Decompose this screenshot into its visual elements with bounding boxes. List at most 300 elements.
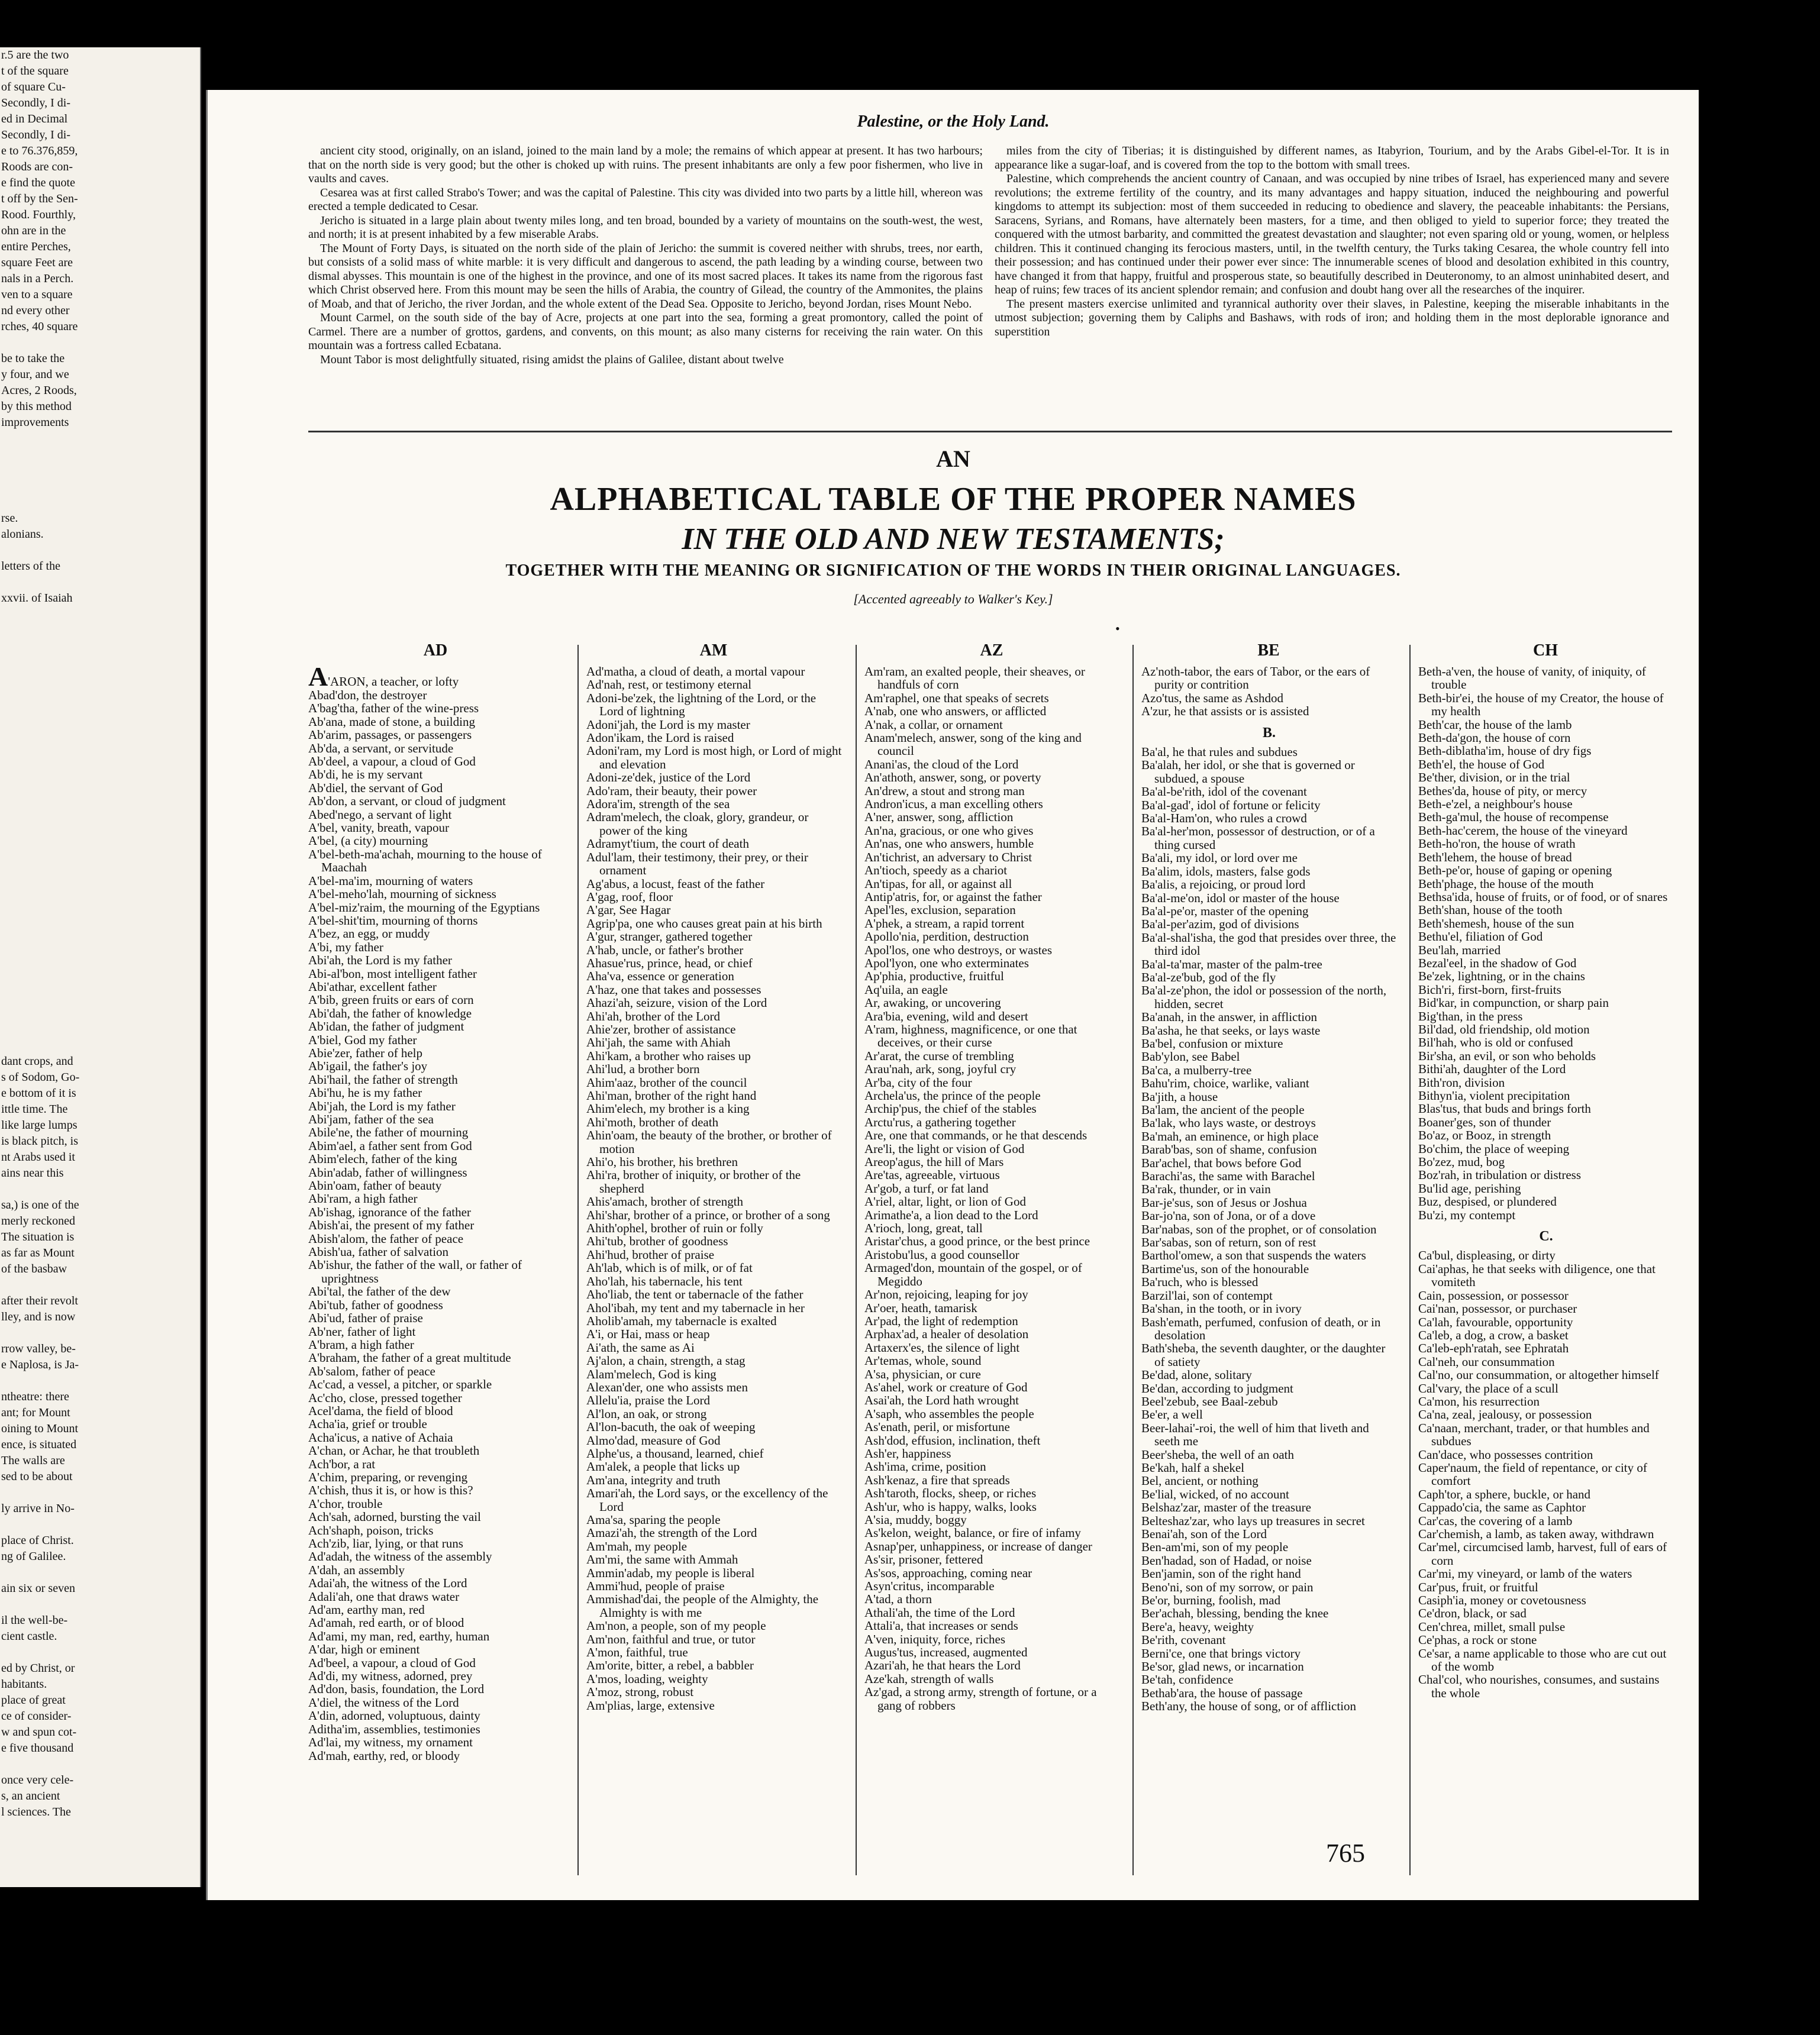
name-entry: Bath'sheba, the seventh daughter, or the daughter of satiety [1141, 1341, 1386, 1369]
names-column [1141, 665, 1397, 1713]
name-entry: Be'rith, covenant [1141, 1633, 1226, 1648]
name-entry: Bu'lid age, perishing [1418, 1181, 1521, 1196]
name-entry: Abi-al'bon, most intelligent father [308, 966, 477, 981]
name-entry: A'hab, uncle, or father's brother [586, 942, 744, 957]
name-entry: A'ner, answer, song, affliction [864, 810, 1014, 825]
name-entry: Ad'don, basis, foundation, the Lord [308, 1682, 485, 1697]
name-entry: A'moz, strong, robust [586, 1685, 694, 1700]
name-entry: Ap'phia, productive, fruitful [864, 969, 1004, 984]
fragment-line: r.5 are the two [1, 49, 69, 62]
name-entry: Ahi'kam, a brother who raises up [586, 1048, 751, 1063]
name-entry: Bartime'us, son of the honourable [1141, 1261, 1309, 1276]
fragment-line: place of great [1, 1694, 66, 1707]
name-entry: Bab'ylon, see Babel [1141, 1049, 1240, 1064]
name-entry: Barachi'as, the same with Barachel [1141, 1169, 1315, 1184]
name-entry: Bar'nabas, son of the prophet, or of consolation [1141, 1222, 1377, 1236]
name-entry: Apol'los, one who destroys, or wastes [864, 942, 1052, 957]
name-entry: Ahi'lud, a brother born [586, 1062, 700, 1077]
fragment-line: alonians. [1, 528, 44, 541]
column-rule [1409, 645, 1411, 1875]
fragment-line: ly arrive in No- [1, 1502, 75, 1515]
name-entry: Ai'ath, the same as Ai [586, 1340, 695, 1355]
fragment-line: letters of the [1, 560, 60, 573]
name-entry: Am'mah, my people [586, 1539, 687, 1553]
name-entry: Ab'idan, the father of judgment [308, 1019, 464, 1034]
name-entry: Abish'alom, the father of peace [308, 1231, 464, 1246]
name-entry: Are'li, the light or vision of God [864, 1141, 1025, 1156]
name-entry: Beth'shemesh, house of the sun [1418, 916, 1574, 931]
name-entry: Barab'bas, son of shame, confusion [1141, 1142, 1317, 1157]
name-entry: Bil'hah, who is old or confused [1418, 1035, 1573, 1050]
name-entry: Ammin'adab, my people is liberal [586, 1565, 755, 1580]
name-entry: Ba'ruch, who is blessed [1141, 1275, 1258, 1290]
name-entry: Cal'no, our consummation, or altogether himself [1418, 1368, 1659, 1382]
name-entry: Ba'alis, a rejoicing, or proud lord [1141, 877, 1306, 892]
name-entry: Ash'er, happiness [864, 1446, 951, 1461]
name-entry: Ca'bul, displeasing, or dirty [1418, 1248, 1556, 1263]
name-entry: Asnap'per, unhappiness, or increase of danger [864, 1539, 1092, 1553]
name-entry: Abi'athar, excellent father [308, 979, 437, 994]
name-entry: Cal'neh, our consummation [1418, 1354, 1555, 1369]
fragment-line: after their revolt [1, 1294, 78, 1307]
name-entry: A'sa, physician, or cure [864, 1367, 981, 1381]
name-entry: Archip'pus, the chief of the stables [864, 1102, 1037, 1116]
name-entry: Ahazi'ah, seizure, vision of the Lord [586, 996, 767, 1010]
name-entry: Car'pus, fruit, or fruitful [1418, 1579, 1538, 1594]
fragment-line: of the basbaw [1, 1262, 67, 1275]
name-entry: A'riel, altar, light, or lion of God [864, 1194, 1026, 1209]
name-entry: Ahim'aaz, brother of the council [586, 1075, 747, 1090]
name-entry: Car'mi, my vineyard, or lamb of the waters [1418, 1566, 1632, 1581]
name-entry: A'bel-shit'tim, mourning of thorns [308, 913, 478, 928]
fragment-line [0, 1038, 200, 1054]
fragment-line: dant crops, and [1, 1055, 73, 1068]
fragment-line [0, 431, 200, 447]
fragment-line: ed in Decimal [1, 112, 68, 125]
names-column [308, 661, 564, 1763]
fragment-line [0, 766, 200, 782]
fragment-line [0, 1485, 200, 1501]
name-entry: Am'raphel, one that speaks of secrets [864, 690, 1049, 705]
name-entry: Casiph'ia, money or covetousness [1418, 1593, 1586, 1608]
paragraph: Mount Carmel, on the south side of the bay of Acre, projects at one part into the sea, forming a great promontory, called the point of Carmel. There are a number of grottos, gardens, and convents, on this mount; as also many cisterns for receiving the rain water. On this mountain was a fortress called Ecbatana. [308, 311, 983, 352]
name-entry: Ad'amah, red earth, or of blood [308, 1616, 464, 1630]
name-entry: Ach'sah, adorned, bursting the vail [308, 1510, 481, 1524]
name-entry: Cappado'cia, the same as Caphtor [1418, 1500, 1586, 1515]
section-letter: C. [1539, 1229, 1553, 1245]
name-entry: Augus'tus, increased, augmented [864, 1645, 1028, 1660]
name-entry: Anam'melech, answer, song of the king and council [864, 731, 1082, 758]
name-entry: Azari'ah, he that hears the Lord [864, 1658, 1021, 1673]
name-entry: Antip'atris, for, or against the father [864, 889, 1042, 904]
name-entry: Bu'zi, my contempt [1418, 1207, 1516, 1222]
name-entry: Ba'alah, her idol, or she that is governed or subdued, a spouse [1141, 758, 1355, 786]
name-entry: A'dar, high or eminent [308, 1642, 420, 1657]
name-entry: Arphax'ad, a healer of desolation [864, 1327, 1029, 1342]
name-entry: Ba'al-Ham'on, who rules a crowd [1141, 811, 1307, 826]
name-entry: Ahi'man, brother of the right hand [586, 1088, 757, 1103]
name-entry: Archela'us, the prince of the people [864, 1088, 1041, 1103]
name-entry: A'dah, an assembly [308, 1562, 405, 1577]
name-entry: An'tichrist, an adversary to Christ [864, 849, 1032, 864]
name-entry: Acha'ia, grief or trouble [308, 1417, 427, 1432]
fragment-line: The walls are [1, 1454, 65, 1467]
name-entry: Cai'aphas, he that seeks with diligence, one that vomiteth [1418, 1261, 1656, 1290]
name-entry: Ahi'o, his brother, his brethren [586, 1155, 738, 1170]
name-entry: Ad'nah, rest, or testimony eternal [586, 677, 752, 692]
name-entry: Ba'alim, idols, masters, false gods [1141, 864, 1311, 878]
name-entry: Ba'al-ze'phon, the idol or possession of the north, hidden, secret [1141, 983, 1387, 1011]
name-entry: Ab'arim, passages, or passengers [308, 728, 472, 742]
fragment-line [0, 862, 200, 878]
name-entry: Bir'sha, an evil, or son who beholds [1418, 1048, 1596, 1063]
name-entry: Abi'jam, father of the sea [308, 1112, 434, 1126]
name-entry: Az'noth-tabor, the ears of Tabor, or the ears of purity or contrition [1141, 664, 1370, 692]
fragment-line [0, 1517, 200, 1533]
name-entry: Areop'agus, the hill of Mars [864, 1155, 1004, 1170]
fragment-line [0, 654, 200, 670]
fragment-line: be to take the [1, 352, 65, 365]
fragment-line: nt Arabs used it [1, 1151, 75, 1164]
table-title: ALPHABETICAL TABLE OF THE PROPER NAMES [550, 481, 1357, 518]
fragment-line [0, 1022, 200, 1038]
fragment-line [0, 447, 200, 463]
name-entry: Beno'ni, son of my sorrow, or pain [1141, 1579, 1314, 1594]
fragment-line: merly reckoned [1, 1214, 75, 1228]
name-entry: Adoni'ram, my Lord is most high, or Lord of might and elevation [586, 744, 842, 771]
fragment-line: habitants. [1, 1678, 47, 1691]
name-entry: Ba'al-me'on, idol or master of the house [1141, 890, 1340, 905]
name-entry: A'bel-beth-ma'achah, mourning to the house of Maachah [308, 847, 542, 875]
fragment-line: lley, and is now [1, 1310, 76, 1323]
name-entry: Ab'don, a servant, or cloud of judgment [308, 794, 506, 809]
name-entry: Az'gad, a strong army, strength of fortune, or a gang of robbers [864, 1685, 1097, 1713]
fragment-line [0, 1006, 200, 1022]
name-entry: Ben'jamin, son of the right hand [1141, 1566, 1301, 1581]
fragment-line: s of Sodom, Go- [1, 1071, 80, 1084]
name-entry: Bo'az, or Booz, in strength [1418, 1128, 1551, 1143]
fragment-line [0, 910, 200, 926]
name-entry: A'chan, or Achar, he that troubleth [308, 1443, 480, 1458]
name-entry: Ba'al-pe'or, master of the opening [1141, 903, 1309, 918]
name-entry: Am'alek, a people that licks up [586, 1459, 740, 1474]
fragment-line [0, 686, 200, 702]
name-entry: Aho'liab, the tent or tabernacle of the father [586, 1287, 803, 1302]
column-head: AZ [980, 641, 1003, 660]
name-entry: Adram'melech, the cloak, glory, grandeur, or power of the king [586, 810, 809, 838]
name-entry: Beu'lah, married [1418, 942, 1501, 957]
name-entry: Ba'asha, he that seeks, or lays waste [1141, 1023, 1321, 1038]
name-entry: Abi'tal, the father of the dew [308, 1284, 451, 1299]
name-entry [308, 661, 564, 692]
fragment-line [0, 606, 200, 622]
column-rule [1132, 645, 1134, 1875]
name-entry: Ca'naan, merchant, trader, or that humbles and subdues [1418, 1420, 1650, 1449]
name-entry: Almo'dad, measure of God [586, 1433, 721, 1448]
name-entry: Am'non, a people, son of my people [586, 1619, 766, 1633]
name-entry: Ba'mah, an eminence, or high place [1141, 1129, 1319, 1144]
name-entry: Berni'ce, one that brings victory [1141, 1646, 1301, 1661]
fragment-line [0, 542, 200, 558]
name-entry: Ab'ana, made of stone, a building [308, 714, 475, 729]
name-entry: Ba'al-be'rith, idol of the covenant [1141, 784, 1307, 799]
table-subtitle: IN THE OLD AND NEW TESTAMENTS; [682, 522, 1225, 556]
paragraph: ancient city stood, originally, on an island, joined to the main land by a mole; the remains of which appear at present. It has two harbours; that on the north side is very good; but the other is choked up with ruins. The present inhabitants are only a few poor fishermen, who live in vaults and caves. [308, 144, 983, 185]
name-entry: Ammishad'dai, the people of the Almighty, the Almighty is with me [586, 1592, 819, 1620]
fragment-line: e five thousand [1, 1742, 74, 1755]
name-entry: A'bi, my father [308, 939, 383, 954]
name-entry: Ba'al-shal'isha, the god that presides over three, the third idol [1141, 930, 1396, 958]
fragment-line [0, 974, 200, 990]
name-entry: A'ram, highness, magnificence, or one that deceives, or their curse [864, 1022, 1077, 1050]
name-entry: An'nas, one who answers, humble [864, 836, 1034, 851]
fragment-line [0, 782, 200, 798]
top-text-left-column [308, 144, 983, 367]
fragment-line: ittle time. The [1, 1103, 68, 1116]
fragment-line [0, 463, 200, 479]
name-entry: Ad'matha, a cloud of death, a mortal vapour [586, 664, 805, 679]
paragraph: miles from the city of Tiberias; it is distinguished by different names, as Itabyrion, Tourium, and by the Arabs Gibel-el-Tor. It is in appearance like a sugar-loaf, and is covered from the top to the bottom with small trees. [995, 144, 1669, 172]
name-entry: A'rioch, long, great, tall [864, 1221, 983, 1236]
name-entry: As'kelon, weight, balance, or fire of infamy [864, 1526, 1081, 1540]
fragment-line: ence, is situated [1, 1438, 77, 1451]
name-entry: Ahasue'rus, prince, head, or chief [586, 955, 753, 970]
fragment-line [0, 622, 200, 638]
name-entry: Beth'el, the house of God [1418, 757, 1545, 771]
name-entry: A'bez, an egg, or muddy [308, 926, 430, 941]
name-entry: Abin'oam, father of beauty [308, 1178, 442, 1193]
name-entry: Be'sor, glad news, or incarnation [1141, 1659, 1304, 1674]
fragment-line: ed by Christ, or [1, 1662, 75, 1675]
name-entry: A'chish, thus it is, or how is this? [308, 1483, 473, 1498]
name-entry: Bahu'rim, choice, warlike, valiant [1141, 1076, 1309, 1091]
name-entry: Ad'adah, the witness of the assembly [308, 1549, 492, 1564]
name-entry: Bo'chim, the place of weeping [1418, 1141, 1570, 1156]
name-entry: Abi'ram, a high father [308, 1191, 418, 1206]
name-entry: Arctu'rus, a gathering together [864, 1115, 1016, 1129]
name-entry: Abish'ua, father of salvation [308, 1245, 449, 1259]
section-letter: B. [1262, 725, 1276, 741]
name-entry: Ar'non, rejoicing, leaping for joy [864, 1287, 1028, 1302]
name-entry: Boz'rah, in tribulation or distress [1418, 1168, 1581, 1183]
name-entry: Beth-a'ven, the house of vanity, of iniquity, of trouble [1418, 664, 1646, 692]
fragment-line [0, 1565, 200, 1581]
name-entry: Ara'bia, evening, wild and desert [864, 1009, 1028, 1023]
name-entry: Apel'les, exclusion, separation [864, 903, 1016, 918]
fragment-line: square Feet are [1, 256, 73, 269]
name-entry: Bethsa'ida, house of fruits, or of food, or of snares [1418, 889, 1668, 904]
name-entry: Adul'lam, their testimony, their prey, or their ornament [586, 849, 808, 878]
fragment-line: ven to a square [1, 288, 73, 301]
fragment-line [0, 479, 200, 495]
name-entry: Ba'bel, confusion or mixture [1141, 1036, 1283, 1051]
name-entry: Ce'sar, a name applicable to those who are cut out of the womb [1418, 1646, 1667, 1674]
fragment-line: once very cele- [1, 1774, 74, 1787]
name-entry: A'din, adorned, voluptuous, dainty [308, 1708, 480, 1723]
name-entry: Aq'uila, an eagle [864, 982, 948, 997]
name-entry: A'diel, the witness of the Lord [308, 1695, 459, 1710]
column-head: CH [1533, 641, 1558, 660]
name-entry: Ad'beel, a vapour, a cloud of God [308, 1655, 476, 1670]
name-entry: Beth-hac'cerem, the house of the vineyard [1418, 823, 1628, 838]
name-entry: Adali'ah, one that draws water [308, 1589, 460, 1604]
fragment-line [0, 335, 200, 351]
name-entry: Apol'lyon, one who exterminates [864, 955, 1029, 970]
name-entry: As'sir, prisoner, fettered [864, 1552, 983, 1567]
name-entry: A'nab, one who answers, or afflicted [864, 704, 1047, 719]
name-entry: Ad'di, my witness, adorned, prey [308, 1669, 473, 1684]
running-head: Palestine, or the Holy Land. [857, 112, 1050, 131]
name-entry: Bethu'el, filiation of God [1418, 929, 1543, 944]
fragment-line: ohn are in the [1, 224, 66, 237]
name-entry: Aho'lah, his tabernacle, his tent [586, 1274, 743, 1288]
fragment-line: sed to be about [1, 1470, 73, 1483]
name-entry: Beth-diblatha'im, house of dry figs [1418, 744, 1592, 758]
fragment-line [0, 830, 200, 846]
name-entry: Armaged'don, mountain of the gospel, or of Megiddo [864, 1261, 1082, 1288]
name-entry: Beth'any, the house of song, or of affliction [1141, 1699, 1357, 1714]
name-entry: Bethes'da, house of pity, or mercy [1418, 783, 1587, 798]
fragment-line: ce of consider- [1, 1710, 72, 1723]
name-entry: Ash'ima, crime, position [864, 1459, 986, 1474]
name-entry: Amari'ah, the Lord says, or the excellency of the Lord [586, 1486, 828, 1514]
name-entry: Attali'a, that increases or sends [864, 1619, 1018, 1633]
name-entry: Am'mi, the same with Ammah [586, 1552, 738, 1567]
name-entry: Al'lon-bacuth, the oak of weeping [586, 1420, 756, 1435]
name-entry: Ba'jith, a house [1141, 1089, 1218, 1104]
fragment-line [0, 718, 200, 734]
fragment-line: t off by the Sen- [1, 192, 78, 205]
book-page [206, 90, 1699, 1900]
name-entry: A'gur, stranger, gathered together [586, 929, 753, 944]
fragment-line: improvements [1, 416, 69, 429]
name-entry: Ahim'elech, my brother is a king [586, 1102, 750, 1116]
name-entry: Ba'anah, in the answer, in affliction [1141, 1010, 1318, 1025]
name-entry: Ba'al-ze'bub, god of the fly [1141, 970, 1276, 984]
name-entry: Ahi'hud, brother of praise [586, 1247, 715, 1262]
name-entry: Ab'deel, a vapour, a cloud of God [308, 754, 476, 769]
name-entry: Ba'ali, my idol, or lord over me [1141, 851, 1298, 865]
name-entry: A'biel, God my father [308, 1032, 417, 1047]
name-entry: Ar'pad, the light of redemption [864, 1313, 1018, 1328]
name-entry: A'bel, (a city) mourning [308, 834, 428, 848]
name-entry: Ah'lab, which is of milk, or of fat [586, 1261, 753, 1275]
paragraph: Palestine, which comprehends the ancient country of Canaan, and was occupied by nine tribes of Israel, has experienced many and severe revolutions; the extreme fertility of the country, and its many advantages and happy situation, induced the neighbouring and powerful kingdoms to attempt its subjection: most of them succeeded in reducing to obedience and slavery, the peaceable inhabitants: the Persians, Saracens, Syrians, and Romans, have alternately been masters, for a time, and then obliged to yield to superior force; they treated the conquered with the utmost barbarity, and committed the greatest devastation and slaughter; not even sparing old or young, women, or helpless children. This it continued changing its ferocious masters, until, in the twelfth century, the Turks taking Cesarea, the whole country fell into their possession; and has continued under their power ever since: The innumerable scenes of blood and desolation exhibited in this country, have changed it from that happy, fruitful and prosperous state, so beautifully described in Deuteronomy, to an almost uninhabited desert, and heap of ruins; few traces of its ancient splendor remain; and confusion and doubt hang over all the researches of the inquirer. [995, 172, 1669, 296]
name-entry: Be'zek, lightning, or in the chains [1418, 969, 1585, 984]
column-rule [856, 645, 857, 1875]
name-entry: Are, one that commands, or he that descends [864, 1128, 1088, 1143]
name-entry: A'phek, a stream, a rapid torrent [864, 916, 1025, 931]
fragment-line: of square Cu- [1, 80, 66, 93]
name-entry: Aristar'chus, a good prince, or the best prince [864, 1234, 1090, 1249]
name-entry: Am'orite, bitter, a rebel, a babbler [586, 1658, 754, 1673]
paragraph: The Mount of Forty Days, is situated on the north side of the plain of Jericho: the summit is covered neither with shrubs, trees, nor earth, but consists of a solid mass of white marble: it is very difficult and dangerous to ascend, the path leading by a winding course, between two dismal abysses. This mountain is one of the highest in the province, and one of its most sacred places. It takes its name from the rigorous fast which Christ observed here. From this mount may be seen the hills of Arabia, the country of Gilead, the country of the Ammonites, the plains of Moab, and that of Jericho, the river Jordan, and the whole extent of the Dead Sea. Opposite to Jericho, beyond Jordan, rises Mount Nebo. [308, 241, 983, 311]
fragment-line: rches, 40 square [1, 320, 78, 333]
name-entry: Bith'ron, division [1418, 1075, 1505, 1090]
name-entry: Cain, possession, or possessor [1418, 1288, 1569, 1303]
name-entry: Bel, ancient, or nothing [1141, 1474, 1258, 1488]
name-entry: Am'ram, an exalted people, their sheaves, or handfuls of corn [864, 664, 1085, 692]
name-entry: Abi'dah, the father of knowledge [308, 1006, 472, 1020]
name-entry: Bo'zez, mud, bog [1418, 1155, 1505, 1170]
drop-cap: A [308, 661, 328, 692]
fragment-line: e find the quote [1, 176, 75, 189]
name-entry: Ash'dod, effusion, inclination, theft [864, 1433, 1041, 1448]
name-entry: Ad'ami, my man, red, earthy, human [308, 1629, 490, 1643]
fragment-line [0, 638, 200, 654]
name-entry: Arau'nah, ark, song, joyful cry [864, 1062, 1017, 1077]
name-entry: Ach'zib, liar, lying, or that runs [308, 1536, 463, 1551]
name-entry: Adora'im, strength of the sea [586, 797, 730, 812]
name-entry: Ash'ur, who is happy, walks, looks [864, 1499, 1037, 1514]
name-entry: Ar'arat, the curse of trembling [864, 1048, 1014, 1063]
name-entry: A'sia, muddy, boggy [864, 1513, 967, 1527]
name-entry: Alphe'us, a thousand, learned, chief [586, 1446, 764, 1461]
name-entry: Be'er, a well [1141, 1407, 1203, 1422]
name-entry: Blas'tus, that buds and brings forth [1418, 1102, 1591, 1116]
name-entry: Ar'ba, city of the four [864, 1075, 972, 1090]
name-entry: Allelu'ia, praise the Lord [586, 1393, 711, 1408]
fragment-line [0, 734, 200, 750]
name-entry: Caph'tor, a sphere, buckle, or hand [1418, 1487, 1591, 1501]
name-entry: Ba'al-gad', idol of fortune or felicity [1141, 797, 1321, 812]
name-entry: Apollo'nia, perdition, destruction [864, 929, 1029, 944]
name-entry: Abi'ud, father of praise [308, 1311, 423, 1326]
accent-note: [Accented agreeably to Walker's Key.] [853, 592, 1053, 606]
fragment-line: w and spun cot- [1, 1726, 77, 1739]
name-entry: Abish'ai, the present of my father [308, 1218, 475, 1233]
name-entry: Ba'rak, thunder, or in vain [1141, 1182, 1271, 1197]
name-entry: Beer-lahai'-roi, the well of him that liveth and seeth me [1141, 1420, 1369, 1449]
name-entry: Aristobu'lus, a good counsellor [864, 1247, 1019, 1262]
name-entry: Asai'ah, the Lord hath wrought [864, 1393, 1019, 1408]
fragment-line [0, 1277, 200, 1293]
name-entry: Ad'mah, earthy, red, or bloody [308, 1748, 460, 1763]
name-entry: Abi'hail, the father of strength [308, 1072, 458, 1087]
column-head: BE [1257, 641, 1280, 660]
name-entry: A'mon, faithful, true [586, 1645, 688, 1660]
name-entry: Ben-am'mi, son of my people [1141, 1540, 1289, 1555]
name-entry: Ben'hadad, son of Hadad, or noise [1141, 1553, 1312, 1568]
name-entry: Ab'ner, father of light [308, 1324, 416, 1339]
name-entry: A'braham, the father of a great multitude [308, 1351, 511, 1365]
name-entry: A'chor, trouble [308, 1496, 383, 1511]
fragment-line [0, 846, 200, 862]
name-entry: Bar-je'sus, son of Jesus or Joshua [1141, 1195, 1307, 1210]
name-entry: Abi'hu, he is my father [308, 1086, 422, 1100]
fragment-line: ntheatre: there [1, 1390, 69, 1403]
fragment-line: as far as Mount [1, 1246, 75, 1259]
fragment-line [0, 926, 200, 942]
name-entry: Ahi'moth, brother of death [586, 1115, 719, 1129]
fragment-line [0, 814, 200, 830]
name-entry: A'chim, preparing, or revenging [308, 1469, 468, 1484]
name-entry: A'tad, a thorn [864, 1592, 932, 1607]
name-entry: Andron'icus, a man excelling others [864, 797, 1043, 812]
name-entry: Ahi'tub, brother of goodness [586, 1234, 728, 1249]
name-entry: Amazi'ah, the strength of the Lord [586, 1526, 757, 1540]
name-entry: Barthol'omew, a son that suspends the waters [1141, 1248, 1366, 1263]
name-entry: Beth'phage, the house of the mouth [1418, 876, 1594, 891]
name-entry: Beth'shan, house of the tooth [1418, 903, 1563, 918]
fragment-line [0, 878, 200, 894]
fragment-line [0, 958, 200, 974]
entry-text: 'ARON, a teacher, or lofty [328, 674, 459, 689]
name-entry: Ce'phas, a rock or stone [1418, 1633, 1537, 1648]
fragment-line: l sciences. The [1, 1805, 71, 1818]
name-entry: Abie'zer, father of help [308, 1045, 423, 1060]
name-entry: Aha'va, essence or generation [586, 969, 734, 984]
